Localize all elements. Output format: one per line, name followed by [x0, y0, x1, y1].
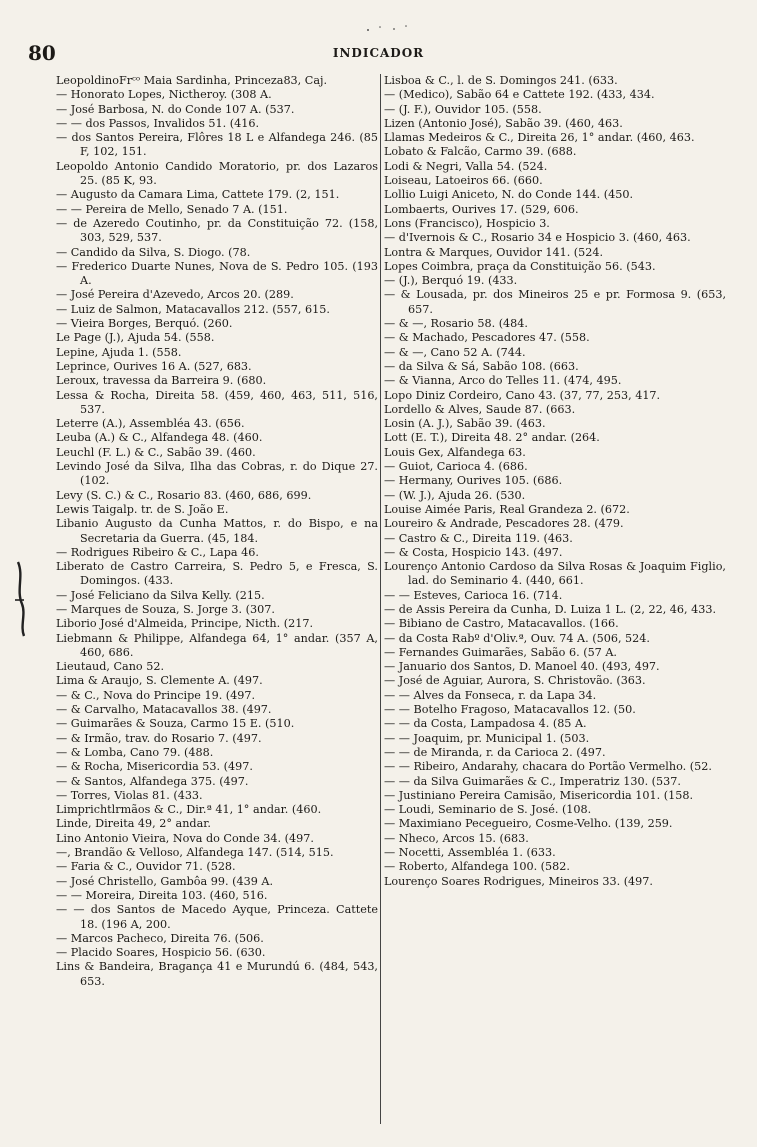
- directory-entry: — Januario dos Santos, D. Manoel 40. (493, 497.: [384, 660, 660, 674]
- directory-entry: Libanio Augusto da Cunha Mattos, r. do Bispo, e na Secretaria da Guerra. (45, 184.: [56, 517, 378, 545]
- directory-entry: — Castro & C., Direita 119. (463.: [384, 531, 573, 545]
- directory-entry: — Hermany, Ourives 105. (686.: [384, 474, 563, 488]
- directory-entry: — Placido Soares, Hospicio 56. (630.: [56, 946, 266, 960]
- directory-entry: Lons (Francisco), Hospicio 3.: [384, 216, 550, 230]
- directory-entry: Leroux, travessa da Barreira 9. (680.: [56, 374, 267, 388]
- directory-entry: Loiseau, Latoeiros 66. (660.: [384, 174, 543, 188]
- directory-entry: Liebmann & Philippe, Alfandega 64, 1° andar. (357 A, 460, 686.: [56, 631, 378, 659]
- directory-entry: — — da Costa, Lampadosa 4. (85 A.: [384, 717, 587, 731]
- directory-entry: — — Joaquim, pr. Municipal 1. (503.: [384, 731, 590, 745]
- directory-entry: — — Alves da Fonseca, r. da Lapa 34.: [384, 688, 597, 702]
- directory-entry: — de Assis Pereira da Cunha, D. Luiza 1 L. (2, 22, 46, 433.: [384, 602, 717, 616]
- directory-entry: Le Page (J.), Ajuda 54. (558.: [56, 331, 215, 345]
- directory-entry: —, Brandão & Velloso, Alfandega 147. (514, 515.: [56, 846, 334, 860]
- directory-entry: — — da Silva Guimarães & C., Imperatriz 130. (537.: [384, 774, 681, 788]
- directory-entry: — & Rocha, Misericordia 53. (497.: [56, 760, 253, 774]
- directory-entry: — José de Aguiar, Aurora, S. Christovão. (363.: [384, 674, 646, 688]
- directory-entry: Lima & Araujo, S. Clemente A. (497.: [56, 674, 263, 688]
- directory-entry: — & Lomba, Cano 79. (488.: [56, 745, 214, 759]
- directory-entry: — Torres, Violas 81. (433.: [56, 788, 203, 802]
- directory-entry: — — dos Passos, Invalidos 51. (416.: [56, 116, 260, 130]
- directory-entry: — Honorato Lopes, Nictheroy. (308 A.: [56, 88, 272, 102]
- directory-entry: Linde, Direita 49, 2° andar.: [56, 817, 211, 831]
- directory-entry: — (Medico), Sabão 64 e Cattete 192. (433, 434.: [384, 88, 655, 102]
- directory-entry: — d'Ivernois & C., Rosario 34 e Hospicio 3. (460, 463.: [384, 231, 691, 245]
- directory-entry: Lott (E. T.), Direita 48. 2° andar. (264.: [384, 431, 600, 445]
- directory-entry: — Vieira Borges, Berquó. (260.: [56, 317, 233, 331]
- directory-entry: — dos Santos Pereira, Flôres 18 L e Alfandega 246. (85 F, 102, 151.: [56, 131, 378, 159]
- directory-entry: Liborio José d'Almeida, Principe, Nicth. (217.: [56, 617, 314, 631]
- directory-entry: Lins & Bandeira, Bragança 41 e Murundú 6. (484, 543, 653.: [56, 960, 378, 988]
- directory-entry: — — dos Santos de Macedo Ayque, Princeza. Cattete 18. (196 A, 200.: [56, 903, 378, 931]
- directory-entry: — — de Miranda, r. da Carioca 2. (497.: [384, 745, 606, 759]
- directory-entry: — Maximiano Pecegueiro, Cosme-Velho. (139, 259.: [384, 817, 673, 831]
- directory-entry: Leterre (A.), Assembléa 43. (656.: [56, 417, 245, 431]
- directory-entry: Levy (S. C.) & C., Rosario 83. (460, 686, 699.: [56, 488, 312, 502]
- directory-entry: — José Christello, Gambôa 99. (439 A.: [56, 874, 274, 888]
- directory-entry: Leuchl (F. L.) & C., Sabão 39. (460.: [56, 445, 256, 459]
- two-column-body: [56, 74, 726, 1124]
- directory-entry: — Rodrigues Ribeiro & C., Lapa 46.: [56, 545, 259, 559]
- directory-entry: Louis Gex, Alfandega 63.: [384, 445, 526, 459]
- directory-entry: — Bibiano de Castro, Matacavallos. (166.: [384, 617, 619, 631]
- directory-entry: — Frederico Duarte Nunes, Nova de S. Pedro 105. (193 A.: [56, 259, 378, 288]
- directory-entry: — José Feliciano da Silva Kelly. (215.: [56, 588, 265, 602]
- right-column: [384, 74, 726, 1124]
- directory-entry: — (W. J.), Ajuda 26. (530.: [384, 488, 526, 502]
- directory-entry: Losin (A. J.), Sabão 39. (463.: [384, 417, 546, 431]
- directory-entry: — Guiot, Carioca 4. (686.: [384, 460, 528, 474]
- left-column: [56, 74, 378, 1124]
- directory-entry: Llamas Medeiros & C., Direita 26, 1° andar. (460, 463.: [384, 131, 695, 145]
- directory-entry: — — Ribeiro, Andarahy, chacara do Portão Vermelho. (52.: [384, 760, 712, 774]
- directory-entry: Lieutaud, Cano 52.: [56, 660, 164, 674]
- directory-entry: Lisboa & C., l. de S. Domingos 241. (633.: [384, 74, 618, 87]
- directory-entry: Lobato & Falcão, Carmo 39. (688.: [384, 145, 577, 159]
- ink-specks: [360, 22, 420, 36]
- directory-entry: — Nheco, Arcos 15. (683.: [384, 831, 529, 845]
- directory-entry: — & Vianna, Arco do Telles 11. (474, 495.: [384, 374, 622, 388]
- directory-entry: — Candido da Silva, S. Diogo. (78.: [56, 245, 251, 259]
- directory-entry: Leprince, Ourives 16 A. (527, 683.: [56, 359, 252, 373]
- directory-entry: Lordello & Alves, Saude 87. (663.: [384, 402, 576, 416]
- directory-entry: — da Silva & Sá, Sabão 108. (663.: [384, 359, 579, 373]
- directory-entry: Loureiro & Andrade, Pescadores 28. (479.: [384, 517, 624, 531]
- directory-entry: — Marcos Pacheco, Direita 76. (506.: [56, 931, 264, 945]
- directory-entry: Leopoldo Antonio Candido Moratorio, pr. dos Lazaros 25. (85 K, 93.: [56, 159, 378, 188]
- directory-entry: — — Pereira de Mello, Senado 7 A. (151.: [56, 202, 288, 216]
- directory-entry: — Augusto da Camara Lima, Cattete 179. (2, 151.: [56, 188, 340, 202]
- directory-entry: Lizen (Antonio José), Sabão 39. (460, 463.: [384, 116, 623, 130]
- directory-entry: Lopo Diniz Cordeiro, Cano 43. (37, 77, 253, 417.: [384, 388, 661, 402]
- directory-entry: — Guimarães & Souza, Carmo 15 E. (510.: [56, 717, 295, 731]
- directory-entry: — — Moreira, Direita 103. (460, 516.: [56, 888, 268, 902]
- directory-entry: — & Santos, Alfandega 375. (497.: [56, 774, 249, 788]
- directory-entry: Lessa & Rocha, Direita 58. (459, 460, 463, 511, 516, 537.: [56, 388, 378, 416]
- page-number: 80: [28, 41, 56, 65]
- directory-entry: — (J. F.), Ouvidor 105. (558.: [384, 102, 542, 116]
- directory-entry: Levindo José da Silva, Ilha das Cobras, r. do Dique 27. (102.: [56, 460, 378, 488]
- directory-entry: — & C., Nova do Principe 19. (497.: [56, 688, 256, 702]
- directory-entry: LeopoldinoFrᶜᵒ Maia Sardinha, Princeza83, Caj.: [56, 74, 328, 87]
- directory-entry: Lourenço Soares Rodrigues, Mineiros 33. (497.: [384, 874, 653, 888]
- directory-entry: — & Lousada, pr. dos Mineiros 25 e pr. Formosa 9. (653, 657.: [384, 288, 726, 316]
- page-header: [24, 42, 733, 64]
- column-divider: [380, 74, 381, 1124]
- running-title: INDICADOR: [332, 46, 425, 60]
- directory-entry: — (J.), Berquó 19. (433.: [384, 274, 518, 288]
- directory-entry: Lepine, Ajuda 1. (558.: [56, 345, 182, 359]
- directory-entry: Lombaerts, Ourives 17. (529, 606.: [384, 202, 579, 216]
- directory-entry: Leuba (A.) & C., Alfandega 48. (460.: [56, 431, 263, 445]
- directory-entry: — José Pereira d'Azevedo, Arcos 20. (289.: [56, 288, 294, 302]
- directory-entry: — Fernandes Guimarães, Sabão 6. (57 A.: [384, 645, 617, 659]
- directory-entry: Lodi & Negri, Valla 54. (524.: [384, 159, 548, 173]
- directory-entry: — Faria & C., Ouvidor 71. (528.: [56, 860, 236, 874]
- directory-entry: Liberato de Castro Carreira, S. Pedro 5, e Fresca, S. Domingos. (433.: [56, 560, 378, 588]
- directory-entry: — — Botelho Fragoso, Matacavallos 12. (50.: [384, 703, 636, 717]
- directory-entry: Limprichtlrmãos & C., Dir.ª 41, 1° andar. (460.: [56, 803, 322, 817]
- directory-entry: — Justiniano Pereira Camisão, Misericordia 101. (158.: [384, 788, 694, 802]
- directory-entry: — & Machado, Pescadores 47. (558.: [384, 331, 590, 345]
- directory-entry: — & —, Cano 52 A. (744.: [384, 345, 526, 359]
- directory-entry: Lourenço Antonio Cardoso da Silva Rosas & Joaquim Figlio, lad. do Seminario 4. (440, 661.: [384, 560, 726, 588]
- directory-entry: — Roberto, Alfandega 100. (582.: [384, 860, 570, 874]
- directory-entry: Lontra & Marques, Ouvidor 141. (524.: [384, 245, 604, 259]
- margin-bracket-mark: [12, 560, 30, 638]
- directory-entry: — Luiz de Salmon, Matacavallos 212. (557, 615.: [56, 302, 330, 316]
- directory-entry: — & —, Rosario 58. (484.: [384, 317, 528, 331]
- directory-entry: — Marques de Souza, S. Jorge 3. (307.: [56, 602, 275, 616]
- directory-entry: — & Carvalho, Matacavallos 38. (497.: [56, 703, 272, 717]
- directory-entry: Lewis Taigalp. tr. de S. João E.: [56, 502, 229, 516]
- directory-entry: — da Costa Rabº d'Oliv.ª, Ouv. 74 A. (506, 524.: [384, 631, 650, 645]
- directory-entry: Lopes Coimbra, praça da Constituição 56. (543.: [384, 259, 656, 273]
- directory-entry: Lino Antonio Vieira, Nova do Conde 34. (497.: [56, 831, 314, 845]
- directory-entry: Louise Aimée Paris, Real Grandeza 2. (672.: [384, 502, 630, 516]
- directory-entry: — Nocetti, Assembléa 1. (633.: [384, 846, 556, 860]
- directory-entry: Lollio Luigi Aniceto, N. do Conde 144. (450.: [384, 188, 634, 202]
- directory-entry: — Loudi, Seminario de S. José. (108.: [384, 803, 592, 817]
- directory-entry: — José Barbosa, N. do Conde 107 A. (537.: [56, 102, 295, 116]
- directory-entry: — — Esteves, Carioca 16. (714.: [384, 588, 563, 602]
- directory-entry: — & Costa, Hospicio 143. (497.: [384, 545, 563, 559]
- directory-entry: — & Irmão, trav. do Rosario 7. (497.: [56, 731, 262, 745]
- directory-entry: — de Azeredo Coutinho, pr. da Constituição 72. (158, 303, 529, 537.: [56, 216, 378, 245]
